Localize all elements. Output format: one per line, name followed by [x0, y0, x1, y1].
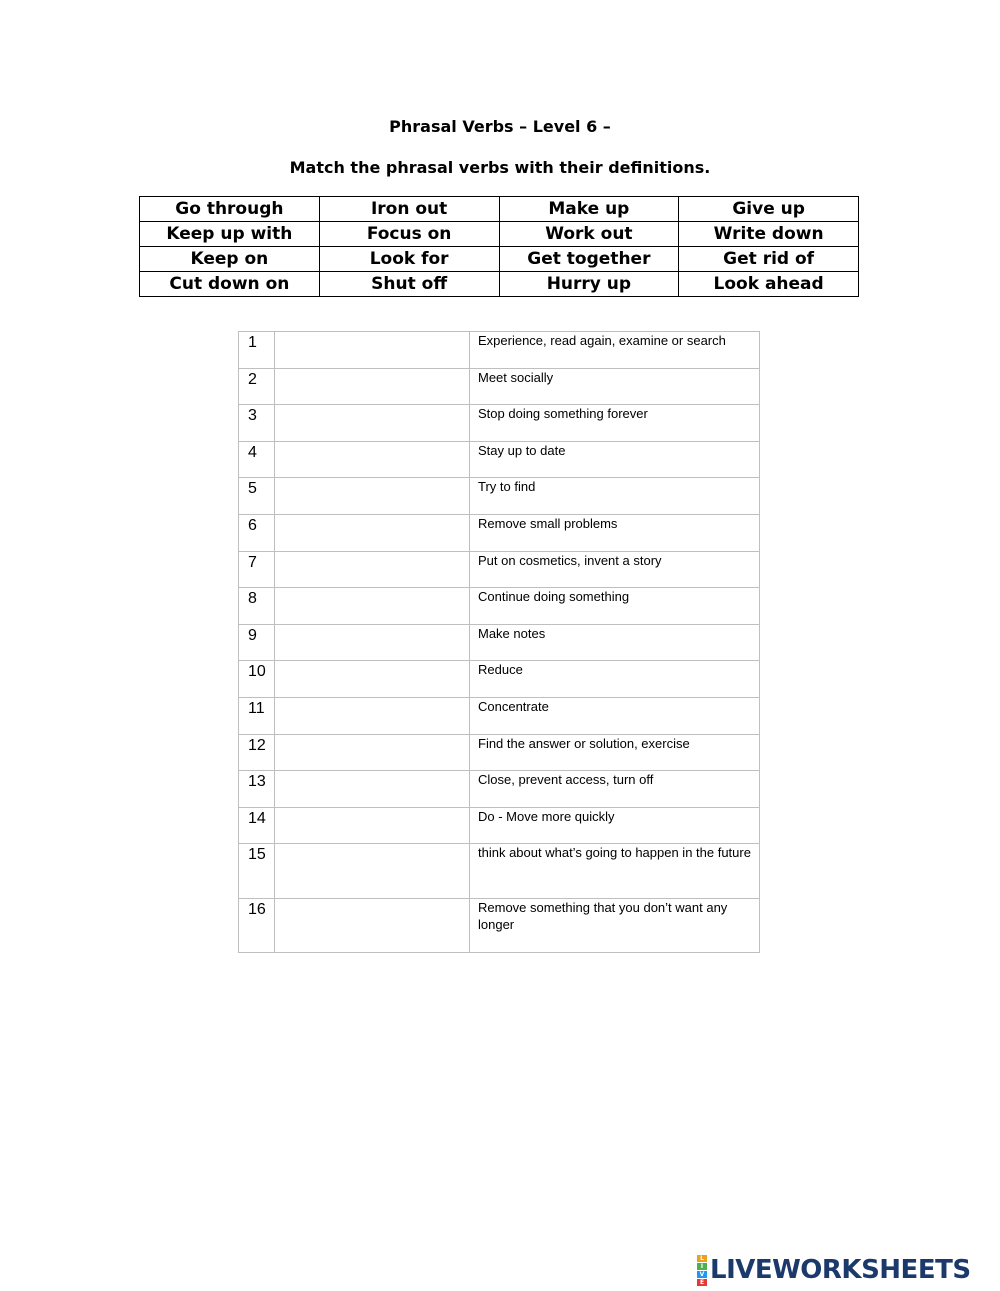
definition-text: Stop doing something forever [470, 405, 760, 442]
verb-cell: Get together [499, 247, 679, 272]
verbs-row [140, 247, 859, 272]
row-number: 3 [239, 405, 275, 442]
definition-text: Close, prevent access, turn off [470, 771, 760, 808]
definition-text: Experience, read again, examine or search [470, 332, 760, 369]
verb-cell: Get rid of [679, 247, 859, 272]
matching-row [239, 368, 760, 405]
answer-field[interactable] [275, 807, 470, 844]
definition-text: Meet socially [470, 368, 760, 405]
verb-cell: Iron out [319, 197, 499, 222]
definition-text: Concentrate [470, 697, 760, 734]
row-number: 10 [239, 661, 275, 698]
answer-field[interactable] [275, 405, 470, 442]
matching-row [239, 551, 760, 588]
logo-text: LIVEWORKSHEETS [710, 1255, 971, 1285]
row-number: 12 [239, 734, 275, 771]
answer-field[interactable] [275, 514, 470, 551]
answer-field[interactable] [275, 624, 470, 661]
answer-field[interactable] [275, 551, 470, 588]
liveworksheets-logo [697, 1256, 971, 1284]
definition-text: Remove something that you don’t want any longer [470, 898, 760, 953]
answer-field[interactable] [275, 734, 470, 771]
verbs-row [140, 197, 859, 222]
verb-cell: Go through [140, 197, 320, 222]
matching-row [239, 441, 760, 478]
answer-field[interactable] [275, 661, 470, 698]
answer-field[interactable] [275, 697, 470, 734]
row-number: 15 [239, 844, 275, 899]
matching-row [239, 405, 760, 442]
verb-cell: Hurry up [499, 272, 679, 297]
definition-text: Continue doing something [470, 588, 760, 625]
matching-row [239, 478, 760, 515]
matching-table [238, 331, 760, 953]
verbs-row [140, 222, 859, 247]
answer-field[interactable] [275, 478, 470, 515]
logo-mark-letter: I [697, 1263, 707, 1270]
verbs-row [140, 272, 859, 297]
row-number: 5 [239, 478, 275, 515]
verb-cell: Make up [499, 197, 679, 222]
answer-field[interactable] [275, 844, 470, 899]
row-number: 7 [239, 551, 275, 588]
verb-cell: Keep up with [140, 222, 320, 247]
matching-row [239, 898, 760, 953]
answer-field[interactable] [275, 771, 470, 808]
row-number: 1 [239, 332, 275, 369]
matching-row [239, 697, 760, 734]
definition-text: Find the answer or solution, exercise [470, 734, 760, 771]
phrasal-verbs-table [139, 196, 859, 297]
logo-mark-icon [697, 1255, 707, 1286]
definition-text: Make notes [470, 624, 760, 661]
verb-cell: Focus on [319, 222, 499, 247]
answer-field[interactable] [275, 588, 470, 625]
verb-cell: Write down [679, 222, 859, 247]
matching-row [239, 588, 760, 625]
row-number: 6 [239, 514, 275, 551]
verb-cell: Give up [679, 197, 859, 222]
matching-row [239, 734, 760, 771]
row-number: 9 [239, 624, 275, 661]
matching-row [239, 771, 760, 808]
definition-text: Remove small problems [470, 514, 760, 551]
matching-row [239, 661, 760, 698]
matching-row [239, 332, 760, 369]
verb-cell: Keep on [140, 247, 320, 272]
matching-row [239, 844, 760, 899]
verb-cell: Look ahead [679, 272, 859, 297]
definition-text: think about what’s going to happen in the future [470, 844, 760, 899]
definition-text: Stay up to date [470, 441, 760, 478]
row-number: 13 [239, 771, 275, 808]
definition-text: Put on cosmetics, invent a story [470, 551, 760, 588]
logo-mark-letter: V [697, 1271, 707, 1278]
row-number: 16 [239, 898, 275, 953]
logo-mark-letter: E [697, 1279, 707, 1286]
matching-row [239, 514, 760, 551]
definition-text: Try to find [470, 478, 760, 515]
matching-row [239, 807, 760, 844]
matching-row [239, 624, 760, 661]
row-number: 2 [239, 368, 275, 405]
definition-text: Reduce [470, 661, 760, 698]
row-number: 11 [239, 697, 275, 734]
row-number: 8 [239, 588, 275, 625]
answer-field[interactable] [275, 441, 470, 478]
worksheet-instructions: Match the phrasal verbs with their definitions. [289, 158, 711, 177]
definition-text: Do - Move more quickly [470, 807, 760, 844]
answer-field[interactable] [275, 332, 470, 369]
logo-mark-letter: L [697, 1255, 707, 1262]
worksheet-title: Phrasal Verbs – Level 6 – [389, 117, 611, 136]
answer-field[interactable] [275, 898, 470, 953]
verb-cell: Shut off [319, 272, 499, 297]
verb-cell: Cut down on [140, 272, 320, 297]
row-number: 4 [239, 441, 275, 478]
verb-cell: Look for [319, 247, 499, 272]
verb-cell: Work out [499, 222, 679, 247]
answer-field[interactable] [275, 368, 470, 405]
row-number: 14 [239, 807, 275, 844]
